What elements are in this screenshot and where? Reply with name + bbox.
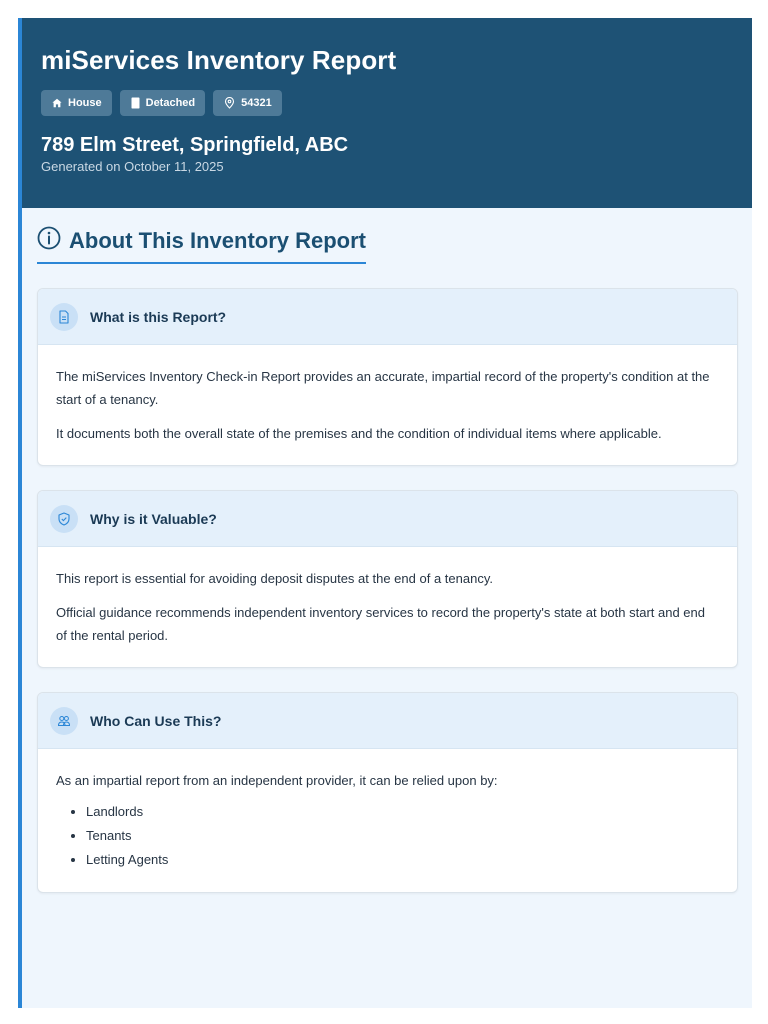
info-circle-icon xyxy=(37,226,61,256)
users-icon xyxy=(50,707,78,735)
card-body xyxy=(38,345,737,465)
card-what-is-report xyxy=(37,288,738,466)
tag-postcode xyxy=(213,90,282,116)
property-tags xyxy=(41,90,730,116)
report-content xyxy=(22,208,752,893)
card-header xyxy=(38,289,737,345)
tag-property-type xyxy=(41,90,112,116)
list-item: • Letting Agents xyxy=(86,848,719,872)
card-header xyxy=(38,491,737,547)
generated-date: Generated on October 11, 2025 xyxy=(41,159,224,174)
card-body xyxy=(38,749,737,892)
user-list xyxy=(56,800,719,872)
card-paragraph: The miServices Inventory Check-in Report provides an accurate, impartial record of the property's condition at the start of a tenancy. xyxy=(56,369,710,407)
list-item: • Landlords xyxy=(86,800,719,824)
list-item: • Tenants xyxy=(86,824,719,848)
report-page xyxy=(18,18,752,1008)
card-header xyxy=(38,693,737,749)
card-title: What is this Report? xyxy=(90,308,227,325)
tag-label: Detached xyxy=(145,97,196,109)
card-who-can-use xyxy=(37,692,738,893)
card-paragraph: As an impartial report from an independent provider, it can be relied upon by: xyxy=(56,773,498,788)
report-header xyxy=(18,18,752,208)
tag-label: 54321 xyxy=(241,97,272,109)
card-why-valuable xyxy=(37,490,738,668)
tag-label: House xyxy=(68,97,102,109)
card-paragraph: It documents both the overall state of the premises and the condition of individual items where applicable. xyxy=(56,426,662,441)
document-icon xyxy=(50,303,78,331)
card-body xyxy=(38,547,737,667)
location-pin-icon xyxy=(224,97,235,109)
card-title: Who Can Use This? xyxy=(90,712,222,729)
card-paragraph: Official guidance recommends independent inventory services to record the property's state at both start and end of the rental period. xyxy=(56,605,705,643)
shield-check-icon xyxy=(50,505,78,533)
document-icon xyxy=(131,97,140,109)
section-title: About This Inventory Report xyxy=(69,228,366,253)
report-title: miServices Inventory Report xyxy=(41,45,397,75)
section-heading xyxy=(37,226,366,264)
card-paragraph: This report is essential for avoiding deposit disputes at the end of a tenancy. xyxy=(56,571,493,586)
card-title: Why is it Valuable? xyxy=(90,510,217,527)
home-icon xyxy=(52,98,62,108)
tag-property-style xyxy=(120,90,206,116)
property-address: 789 Elm Street, Springfield, ABC xyxy=(41,134,349,156)
